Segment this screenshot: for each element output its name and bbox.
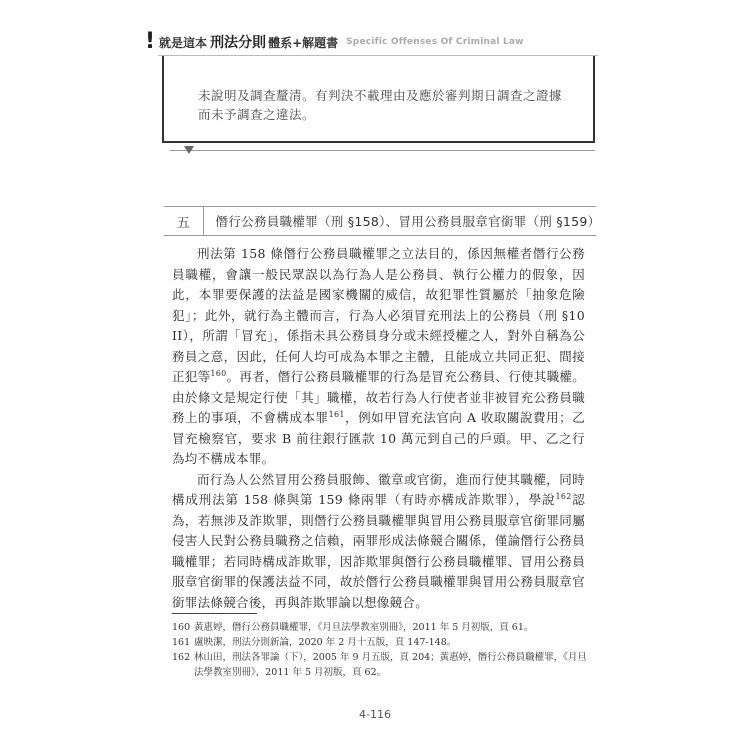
box-text: 未說明及調查釐清。有判決不載理由及應於審判期日調查之證據而未予調查之違法。 [198, 88, 563, 122]
running-header [145, 30, 524, 54]
footnote-ref: 161 [328, 409, 345, 419]
paragraph-text: 。再者，僭行公務員職權罪的行為是冒充公務員、行使其職權。由於條文是規定行使「其」職權，故若行為人行使者並非被冒充公務員職務上的事項，不會構成本罪 [172, 369, 585, 425]
paragraph-text: 刑法第 158 條僭行公務員職權罪之立法目的，係因無權者僭行公務員職權，會讓一般民眾誤以為行為人是公務員、執行公權力的假象，因此，本罪要保護的法益是國家機關的威信，故犯罪性質屬於「抽象危險犯」；此外，就行為主體而言，行為人必須冒充刑法上的公務員（刑 §10 II），所謂「冒充」，係指未具公務員身分或未經授權之人，對外自稱為公務員之意，因此，任何人均可成為本罪之主體，且能成立共同正犯、間接正犯等 [172, 246, 585, 384]
footnote-ref: 160 [210, 368, 227, 378]
book-subtitle: 體系+解題書 [268, 35, 339, 50]
footnote-item [172, 650, 592, 680]
exclamation-logo: ! [145, 29, 156, 54]
footnotes [172, 620, 592, 680]
footnote-number: 162 [172, 652, 191, 663]
section-heading [164, 206, 601, 236]
paragraph [172, 470, 585, 614]
box-pointer-line [170, 150, 595, 151]
book-title-english: Specific Offenses Of Criminal Law [346, 37, 524, 47]
footnote-item [172, 620, 592, 635]
paragraph-text: ，例如甲冒充法官向 A 收取關說費用；乙冒充檢察官，要求 B 前往銀行匯款 10 萬元到自己的戶頭。甲、乙之行為均不構成本罪。 [172, 410, 585, 466]
footnote-text: 黃惠婷，僭行公務員職權罪，《月旦法學教室別冊》，2011 年 5 月初版，頁 61。 [194, 622, 534, 633]
footnote-item [172, 635, 592, 650]
paragraph-text: 而行為人公然冒用公務員服飾、徽章或官銜，進而行使其職權，同時構成刑法第 158 條與第 159 條兩罪（有時亦構成詐欺罪），學說 [172, 471, 585, 507]
section-title: 僭行公務員職權罪（刑 §158）、冒用公務員服章官銜罪（刑 §159） [215, 214, 601, 229]
footnote-text: 盧映潔，刑法分則新論，2020 年 2 月十五版，頁 147-148。 [194, 637, 457, 648]
footnote-rule [172, 613, 257, 614]
footnote-number: 161 [172, 637, 191, 648]
body-text [172, 244, 585, 613]
footnote-number: 160 [172, 622, 191, 633]
footnote-ref: 162 [555, 491, 572, 501]
footnote-text: 林山田，刑法各罪論（下），2005 年 9 月五版，頁 204；黃惠婷，僭行公務員職權罪，《月旦法學教室別冊》，2011 年 5 月初版，頁 62。 [194, 652, 587, 678]
book-title: 刑法分則 [210, 35, 267, 51]
page-number: 4-116 [359, 708, 391, 721]
section-number: 五 [164, 207, 204, 235]
continued-box [162, 56, 595, 143]
series-name: 就是這本 [159, 35, 208, 50]
paragraph-text: 認為，若無涉及詐欺罪，則僭行公務員職權罪與冒用公務員服章官銜罪同屬侵害人民對公務員職務之信賴，兩罪形成法條競合關係，僅論僭行公務員職權罪；若同時構成詐欺罪，因詐欺罪與僭行公務員職權罪、冒用公務員服章官銜罪的保護法益不同，故於僭行公務員職權罪與冒用公務員服章官銜罪法條競合後，再與詐欺罪論以想像競合。 [172, 492, 585, 610]
triangle-down-icon [184, 146, 194, 154]
paragraph [172, 244, 585, 470]
